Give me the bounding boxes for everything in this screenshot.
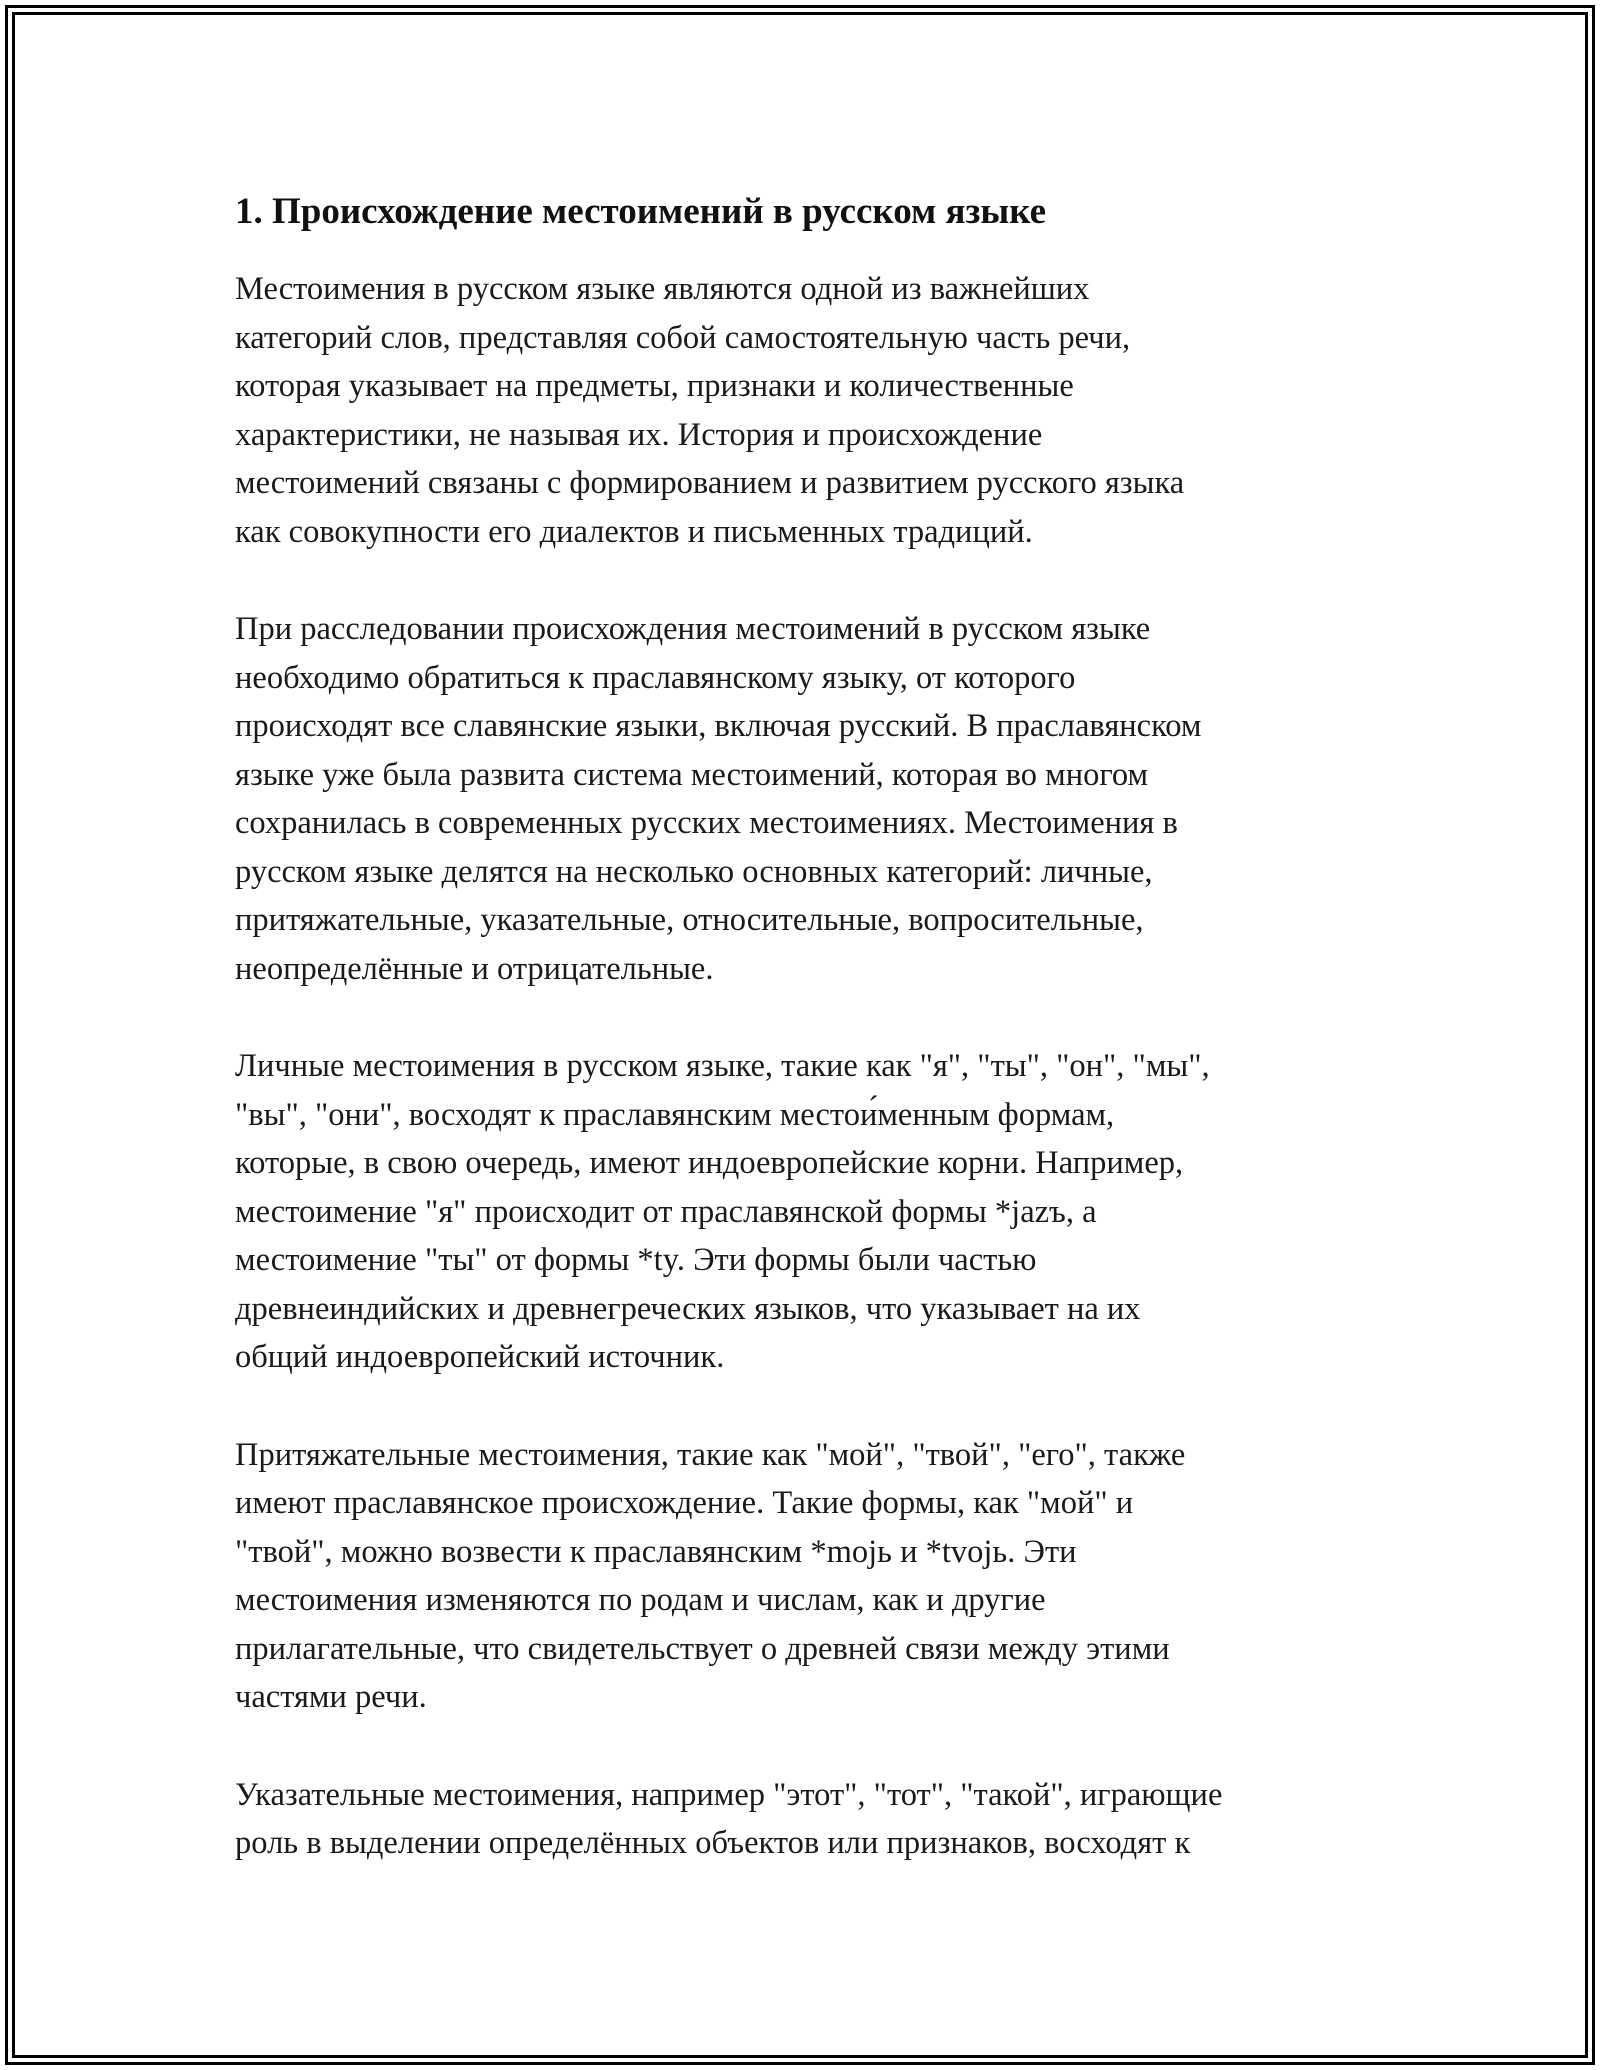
- text-line: При расследовании происхождения местоимений в русском языке: [235, 611, 1151, 647]
- text-line: местоимение "я" происходит от праславянской формы *jazъ, а: [235, 1193, 1097, 1230]
- text-line: роль в выделении определённых объектов или признаков, восходят к: [235, 1825, 1191, 1861]
- text-line: частями речи.: [235, 1679, 427, 1715]
- text-line: которые, в свою очередь, имеют индоевропейские корни. Например,: [235, 1145, 1184, 1181]
- text-line: "твой", можно возвести к праславянским *mojь и *tvojь. Эти: [235, 1533, 1077, 1570]
- paragraph-proto-slavic: [235, 605, 1375, 993]
- text-line: притяжательные, указательные, относительные, вопросительные,: [235, 902, 1144, 938]
- text-line: категорий слов, представляя собой самостоятельную часть речи,: [235, 319, 1131, 356]
- text-line: имеют праславянское происхождение. Такие формы, как "мой" и: [235, 1485, 1134, 1521]
- paragraph-demonstrative-pronouns: [235, 1771, 1375, 1868]
- section-heading: 1. Происхождение местоимений в русском языке: [235, 191, 1047, 232]
- text-line: Притяжательные местоимения, такие как "мой", "твой", "его", также: [235, 1436, 1186, 1473]
- paragraph-personal-pronouns: [235, 1042, 1375, 1382]
- text-line: Указательные местоимения, например "этот", "тот", "такой", играющие: [235, 1776, 1223, 1813]
- text-line: характеристики, не называя их. История и происхождение: [235, 416, 1043, 453]
- text-line: неопределённые и отрицательные.: [235, 950, 714, 987]
- text-line: местоимения изменяются по родам и числам, как и другие: [235, 1582, 1046, 1618]
- text-line: происходят все славянские языки, включая русский. В праславянском: [235, 708, 1202, 744]
- text-line: как совокупности его диалектов и письменных традиций.: [235, 513, 1033, 550]
- text-line: прилагательные, что свидетельствует о древней связи между этими: [235, 1630, 1170, 1667]
- text-line: языке уже была развита система местоимений, которая во многом: [235, 756, 1149, 793]
- text-line: местоимений связаны с формированием и развитием русского языка: [235, 465, 1185, 501]
- text-line: древнеиндийских и древнегреческих языков, что указывает на их: [235, 1290, 1141, 1327]
- text-line: русском языке делятся на несколько основных категорий: личные,: [235, 853, 1153, 890]
- text-line: которая указывает на предметы, признаки и количественные: [235, 368, 1074, 404]
- paragraph-intro: [235, 265, 1375, 556]
- text-line: Местоимения в русском языке являются одной из важнейших: [235, 271, 1090, 307]
- text-line: Личные местоимения в русском языке, такие как "я", "ты", "он", "мы",: [235, 1048, 1210, 1084]
- text-line: необходимо обратиться к праславянскому языку, от которого: [235, 659, 1076, 696]
- text-line: "вы", "они", восходят к праславянским местои́менным формам,: [235, 1096, 1115, 1133]
- text-line: местоимение "ты" от формы *ty. Эти формы были частью: [235, 1242, 1037, 1278]
- paragraph-possessive-pronouns: [235, 1431, 1375, 1722]
- text-line: сохранилась в современных русских местоимениях. Местоимения в: [235, 805, 1178, 841]
- document-body: [235, 186, 1375, 1917]
- text-line: общий индоевропейский источник.: [235, 1339, 725, 1375]
